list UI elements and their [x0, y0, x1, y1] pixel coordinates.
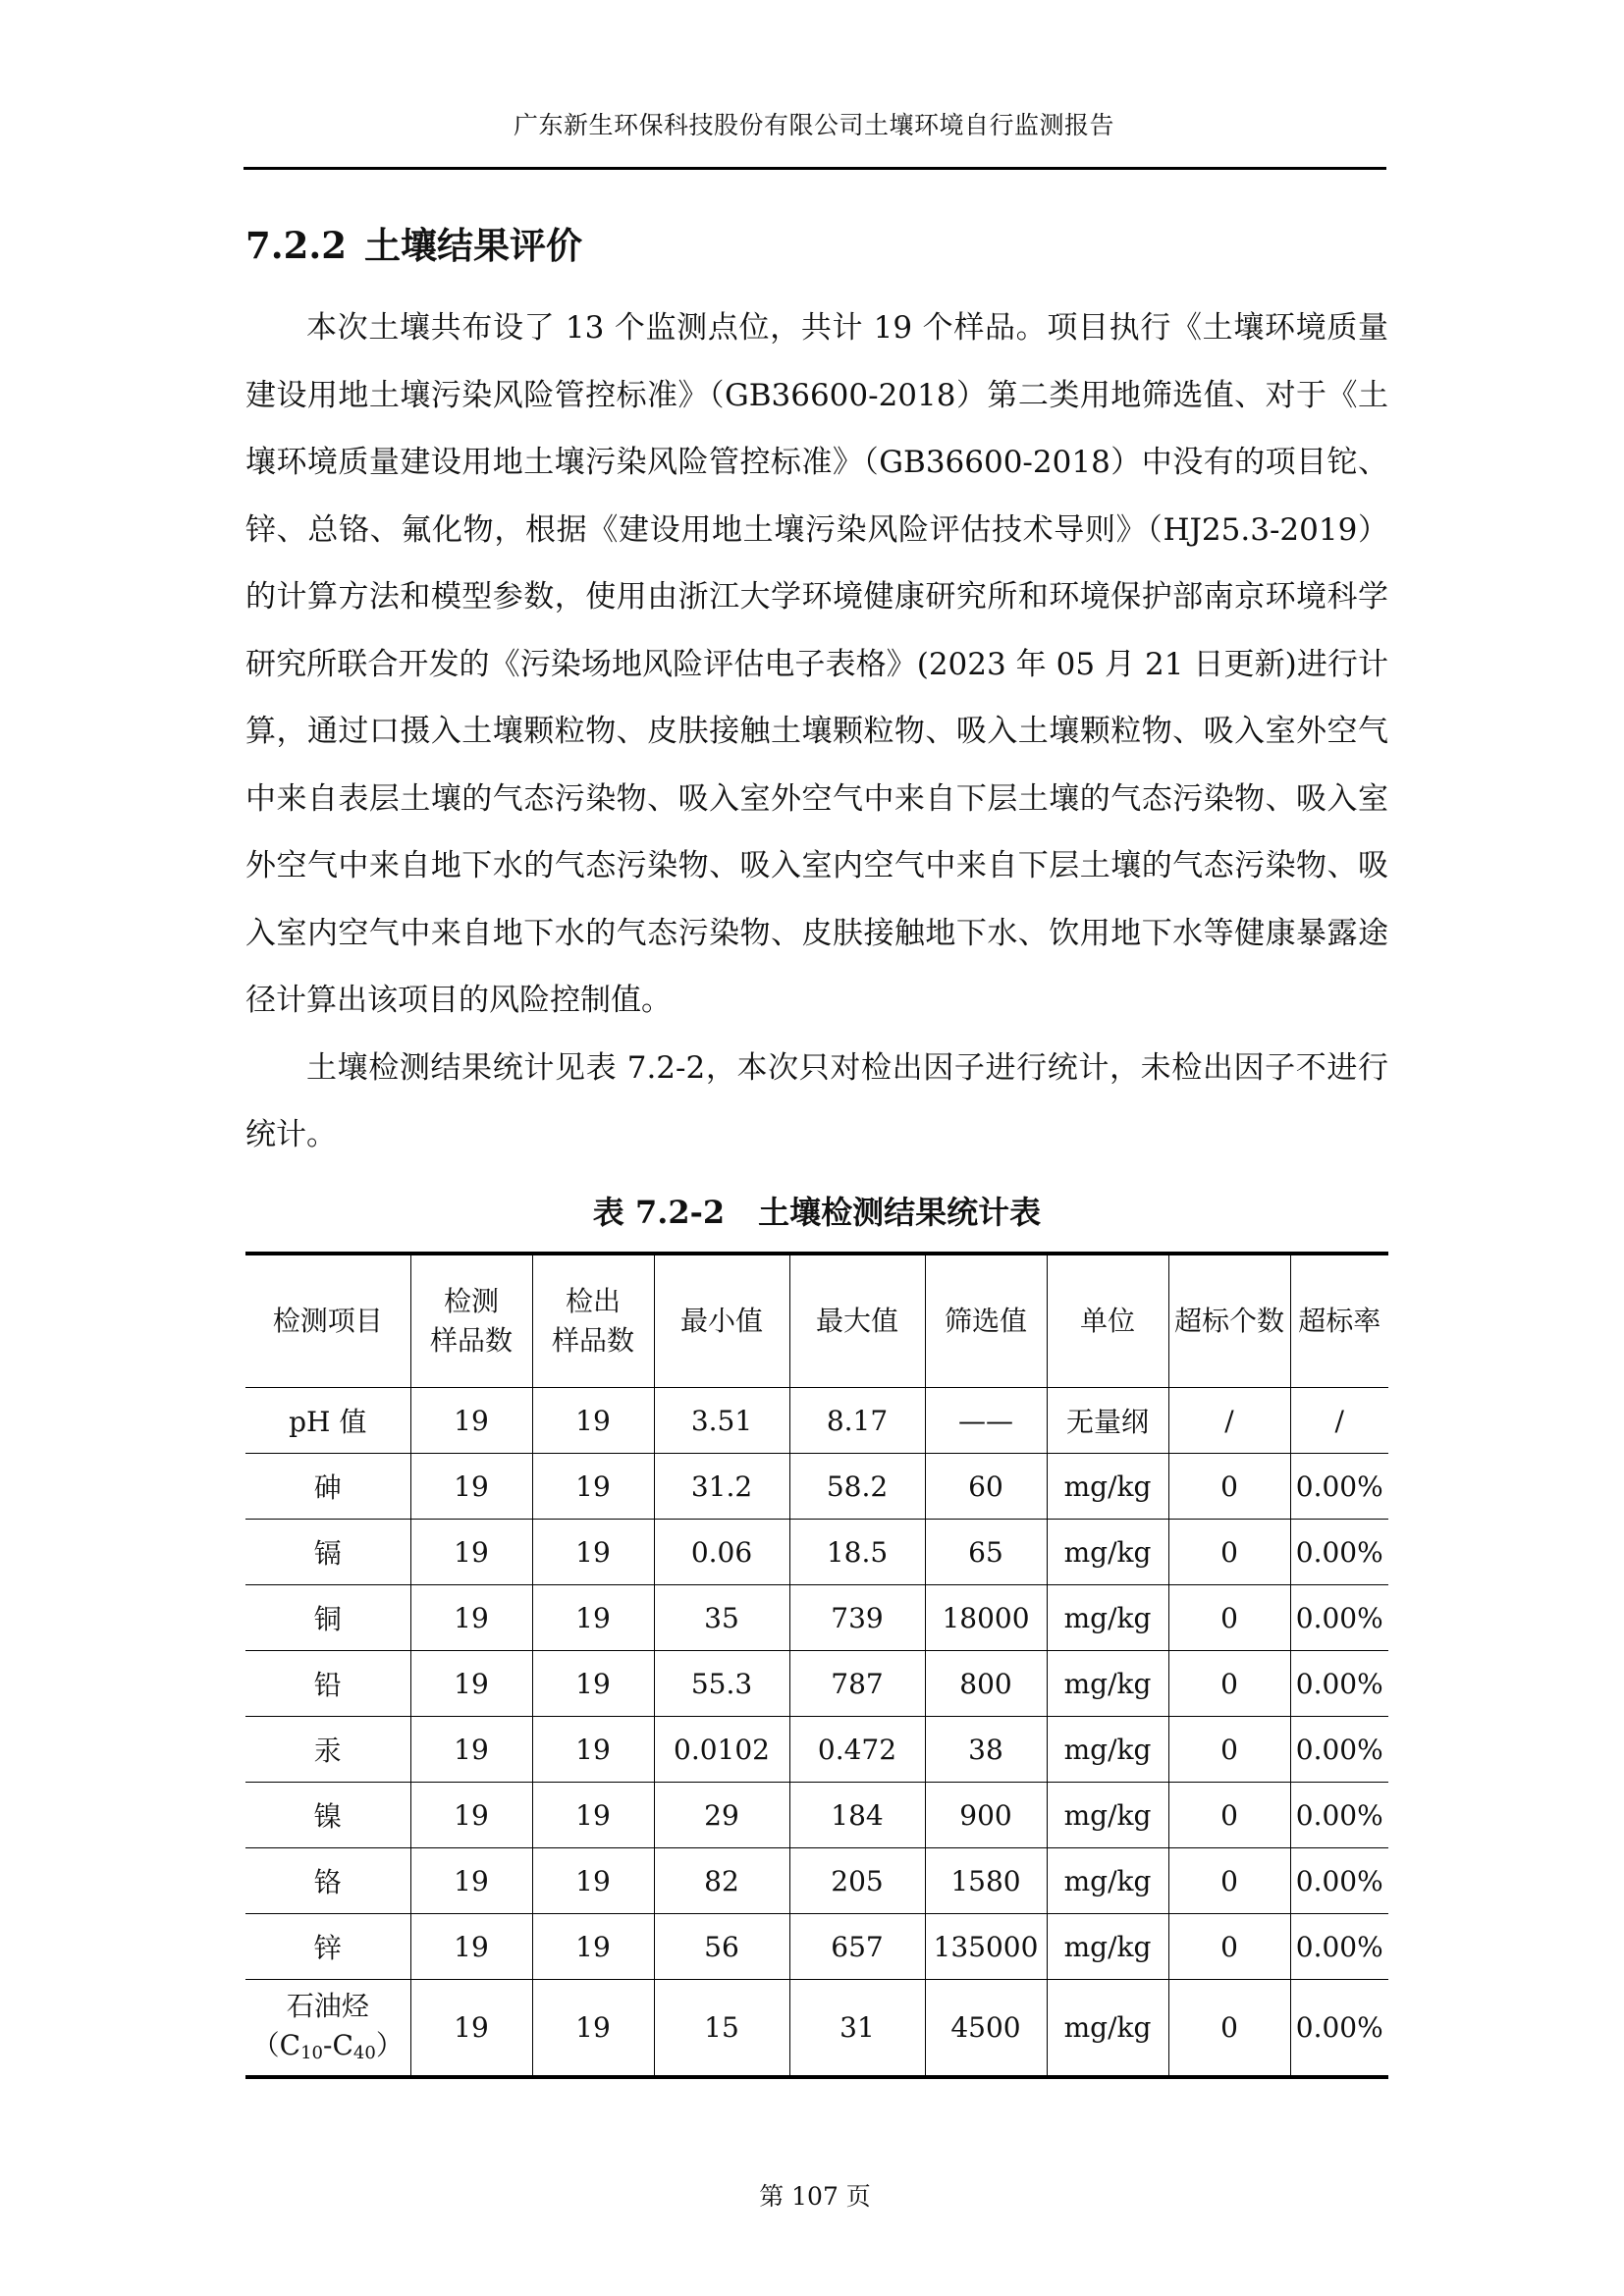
cell-tested: 19	[410, 1388, 532, 1454]
paragraph: 本次土壤共布设了 13 个监测点位，共计 19 个样品。项目执行《土壤环境质量建设用地土壤污染风险管控标准》（GB36600-2018）第二类用地筛选值、对于《土壤环境质量建设用地土壤污染风险管控标准》（GB36600-2018）中没有的项目铊、锌、总铬、氟化物，根据《建设用地土壤污染风险评估技术导则》（HJ25.3-2019）的计算方法和模型参数，使用由浙江大学环境健康研究所和环境保护部南京环境科学研究所联合开发的《污染场地风险评估电子表格》(2023 年 05 月 21 日更新)进行计算，通过口摄入土壤颗粒物、皮肤接触土壤颗粒物、吸入土壤颗粒物、吸入室外空气中来自表层土壤的气态污染物、吸入室外空气中来自下层土壤的气态污染物、吸入室外空气中来自地下水的气态污染物、吸入室内空气中来自下层土壤的气态污染物、吸入室内空气中来自地下水的气态污染物、皮肤接触地下水、饮用地下水等健康暴露途径计算出该项目的风险控制值。	[245, 310, 1388, 1018]
table-row	[245, 1914, 1388, 1980]
cell-item: 锌	[245, 1914, 410, 1980]
table-row	[245, 1717, 1388, 1783]
cell-max: 58.2	[789, 1454, 925, 1520]
section-number: 7.2.2	[245, 224, 347, 267]
cell-min: 0.06	[654, 1520, 789, 1585]
cell-min: 3.51	[654, 1388, 789, 1454]
page-header: 广东新生环保科技股份有限公司土壤环境自行监测报告	[513, 111, 1114, 139]
cell-screen: 1580	[925, 1848, 1047, 1914]
cell-max: 657	[789, 1914, 925, 1980]
cell-unit: mg/kg	[1047, 1585, 1168, 1651]
cell-tested: 19	[410, 1651, 532, 1717]
cell-exceed-rate: 0.00%	[1290, 1914, 1388, 1980]
header-max: 最大值	[789, 1254, 925, 1388]
cell-min: 29	[654, 1783, 789, 1848]
cell-tested: 19	[410, 1783, 532, 1848]
cell-exceed-rate: 0.00%	[1290, 1717, 1388, 1783]
cell-detected: 19	[532, 1783, 654, 1848]
table-row	[245, 1651, 1388, 1717]
cell-detected: 19	[532, 1585, 654, 1651]
cell-item	[245, 1980, 410, 2078]
header-exceed-count: 超标个数	[1168, 1254, 1290, 1388]
header-rule	[244, 167, 1386, 170]
cell-unit: mg/kg	[1047, 1651, 1168, 1717]
cell-min: 82	[654, 1848, 789, 1914]
table-row	[245, 1454, 1388, 1520]
cell-min: 15	[654, 1980, 789, 2078]
cell-max: 8.17	[789, 1388, 925, 1454]
cell-exceed-count: 0	[1168, 1651, 1290, 1717]
cell-item: 砷	[245, 1454, 410, 1520]
cell-unit: mg/kg	[1047, 1783, 1168, 1848]
cell-tested: 19	[410, 1980, 532, 2078]
cell-detected: 19	[532, 1651, 654, 1717]
table-row	[245, 1980, 1388, 2078]
cell-max: 787	[789, 1651, 925, 1717]
paragraph: 土壤检测结果统计见表 7.2-2，本次只对检出因子进行统计，未检出因子不进行统计。	[245, 1049, 1388, 1152]
cell-item: pH 值	[245, 1388, 410, 1454]
cell-exceed-rate: 0.00%	[1290, 1848, 1388, 1914]
cell-max: 205	[789, 1848, 925, 1914]
cell-detected: 19	[532, 1914, 654, 1980]
cell-exceed-rate: 0.00%	[1290, 1454, 1388, 1520]
cell-screen: ——	[925, 1388, 1047, 1454]
cell-detected: 19	[532, 1388, 654, 1454]
section-title-text: 土壤结果评价	[364, 224, 582, 267]
cell-item: 铅	[245, 1651, 410, 1717]
cell-min: 55.3	[654, 1651, 789, 1717]
cell-exceed-rate: 0.00%	[1290, 1783, 1388, 1848]
header-detected-line1: 检出	[565, 1285, 621, 1317]
header-detected-line2: 样品数	[551, 1324, 634, 1357]
cell-item-name: 石油烃	[286, 1989, 369, 2022]
cell-max: 739	[789, 1585, 925, 1651]
cell-item: 汞	[245, 1717, 410, 1783]
cell-exceed-count: 0	[1168, 1848, 1290, 1914]
table-row	[245, 1848, 1388, 1914]
cell-screen: 900	[925, 1783, 1047, 1848]
cell-exceed-count: 0	[1168, 1717, 1290, 1783]
header-tested	[410, 1254, 532, 1388]
cell-exceed-count: 0	[1168, 1585, 1290, 1651]
cell-item: 镍	[245, 1783, 410, 1848]
sub-b: 40	[352, 2042, 376, 2063]
table-header-row	[245, 1254, 1388, 1388]
header-tested-line2: 样品数	[429, 1324, 513, 1357]
cell-min: 35	[654, 1585, 789, 1651]
header-detected	[532, 1254, 654, 1388]
cell-tested: 19	[410, 1520, 532, 1585]
cell-exceed-count: 0	[1168, 1783, 1290, 1848]
cell-detected: 19	[532, 1520, 654, 1585]
cell-tested: 19	[410, 1717, 532, 1783]
cell-tested: 19	[410, 1914, 532, 1980]
cell-unit: mg/kg	[1047, 1980, 1168, 2078]
cell-tested: 19	[410, 1848, 532, 1914]
cell-min: 0.0102	[654, 1717, 789, 1783]
table-caption-number: 表 7.2-2	[592, 1194, 726, 1231]
cell-exceed-count: 0	[1168, 1980, 1290, 2078]
cell-detected: 19	[532, 1980, 654, 2078]
cell-unit: mg/kg	[1047, 1454, 1168, 1520]
cell-item-sub	[247, 2026, 408, 2069]
header-screen: 筛选值	[925, 1254, 1047, 1388]
cell-exceed-count: 0	[1168, 1914, 1290, 1980]
header-tested-line1: 检测	[443, 1285, 499, 1317]
table-row	[245, 1783, 1388, 1848]
cell-screen: 18000	[925, 1585, 1047, 1651]
cell-item: 铜	[245, 1585, 410, 1651]
cell-exceed-count: 0	[1168, 1454, 1290, 1520]
cell-screen: 65	[925, 1520, 1047, 1585]
cell-exceed-count: 0	[1168, 1520, 1290, 1585]
cell-unit: 无量纲	[1047, 1388, 1168, 1454]
cell-max: 0.472	[789, 1717, 925, 1783]
sub-a: 10	[300, 2042, 324, 2063]
header-min: 最小值	[654, 1254, 789, 1388]
cell-screen: 800	[925, 1651, 1047, 1717]
body-text	[245, 294, 1388, 1169]
cell-max: 184	[789, 1783, 925, 1848]
cell-screen: 4500	[925, 1980, 1047, 2078]
cell-tested: 19	[410, 1585, 532, 1651]
table-row	[245, 1585, 1388, 1651]
cell-screen: 60	[925, 1454, 1047, 1520]
cell-detected: 19	[532, 1454, 654, 1520]
cell-item: 镉	[245, 1520, 410, 1585]
header-unit: 单位	[1047, 1254, 1168, 1388]
cell-unit: mg/kg	[1047, 1914, 1168, 1980]
cell-tested: 19	[410, 1454, 532, 1520]
sub-close: ）	[375, 2028, 404, 2061]
table-row	[245, 1520, 1388, 1585]
cell-screen: 135000	[925, 1914, 1047, 1980]
cell-exceed-rate: 0.00%	[1290, 1520, 1388, 1585]
table-caption	[245, 1188, 1388, 1233]
cell-unit: mg/kg	[1047, 1717, 1168, 1783]
cell-screen: 38	[925, 1717, 1047, 1783]
cell-exceed-rate: 0.00%	[1290, 1651, 1388, 1717]
cell-exceed-count: /	[1168, 1388, 1290, 1454]
cell-detected: 19	[532, 1848, 654, 1914]
cell-min: 31.2	[654, 1454, 789, 1520]
cell-unit: mg/kg	[1047, 1848, 1168, 1914]
cell-exceed-rate: 0.00%	[1290, 1585, 1388, 1651]
sub-open: （C	[251, 2028, 301, 2061]
header-item: 检测项目	[245, 1254, 410, 1388]
table-row	[245, 1388, 1388, 1454]
page-number: 第 107 页	[759, 2182, 871, 2211]
cell-min: 56	[654, 1914, 789, 1980]
results-table	[245, 1252, 1388, 2079]
table-caption-title: 土壤检测结果统计表	[758, 1194, 1042, 1231]
cell-detected: 19	[532, 1717, 654, 1783]
sub-mid: -C	[323, 2028, 353, 2061]
cell-max: 31	[789, 1980, 925, 2078]
cell-max: 18.5	[789, 1520, 925, 1585]
cell-item: 铬	[245, 1848, 410, 1914]
cell-exceed-rate: /	[1290, 1388, 1388, 1454]
cell-unit: mg/kg	[1047, 1520, 1168, 1585]
header-exceed-rate: 超标率	[1290, 1254, 1388, 1388]
cell-exceed-rate: 0.00%	[1290, 1980, 1388, 2078]
section-title	[245, 216, 582, 269]
